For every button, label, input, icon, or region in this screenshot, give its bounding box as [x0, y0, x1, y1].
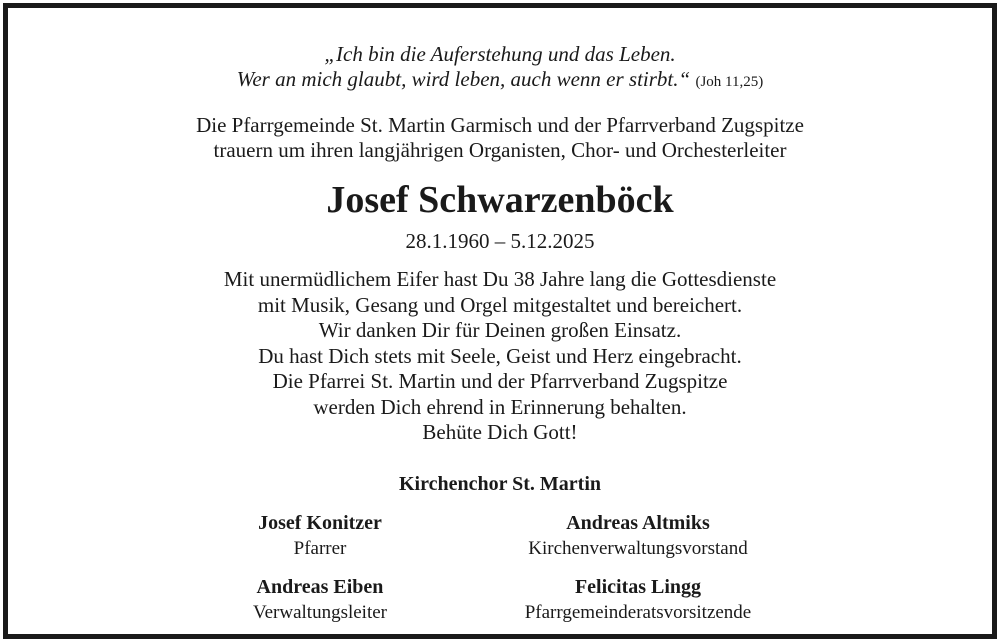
- choir-name: Kirchenchor St. Martin: [398, 473, 602, 495]
- bible-verse: [8, 42, 992, 95]
- signatory: [170, 574, 470, 626]
- deceased-name: Josef Schwarzenböck: [326, 179, 674, 221]
- signatory: [170, 510, 470, 562]
- message-line: Mit unermüdlichem Eifer hast Du 38 Jahre lang die Gottesdienste: [223, 267, 777, 291]
- message-line: mit Musik, Gesang und Orgel mitgestaltet und bereichert.: [257, 292, 743, 317]
- signatory: [488, 574, 788, 626]
- signatory-role: Pfarrer: [293, 538, 347, 559]
- message-line: Wir danken Dir für Deinen großen Einsatz.: [318, 318, 682, 342]
- signatory-name: Josef Konitzer: [258, 512, 382, 534]
- signatory-role: Verwaltungsleiter: [252, 602, 387, 623]
- verse-line-2-text: Wer an mich glaubt, wird leben, auch wenn er stirbt.“: [236, 67, 691, 91]
- signatory-role: Kirchenverwaltungsvorstand: [528, 538, 748, 559]
- intro-line-2: trauern um ihren langjährigen Organisten, Chor- und Orchesterleiter: [213, 138, 787, 162]
- message-text: [8, 267, 992, 446]
- obituary-frame: [3, 3, 997, 639]
- signatory-role: Pfarrgemeinderatsvorsitzende: [524, 602, 752, 623]
- intro-line-1: Die Pfarrgemeinde St. Martin Garmisch und der Pfarrverband Zugspitze: [196, 113, 804, 137]
- verse-line-2: [8, 67, 992, 95]
- verse-line-1: „Ich bin die Auferstehung und das Leben.: [324, 42, 676, 66]
- verse-reference: (Joh 11,25): [695, 74, 764, 90]
- life-dates: 28.1.1960 – 5.12.2025: [405, 229, 595, 253]
- signatory-name: Andreas Altmiks: [566, 512, 710, 534]
- message-line: Behüte Dich Gott!: [422, 420, 578, 444]
- signatory: [488, 510, 788, 562]
- signatory-name: Felicitas Lingg: [574, 576, 702, 598]
- intro-text: [8, 113, 992, 163]
- message-line: werden Dich ehrend in Erinnerung behalten.: [313, 394, 687, 419]
- signatory-name: Andreas Eiben: [256, 576, 384, 598]
- message-line: Du hast Dich stets mit Seele, Geist und Herz eingebracht.: [258, 343, 742, 368]
- message-line: Die Pfarrei St. Martin und der Pfarrverband Zugspitze: [272, 369, 728, 393]
